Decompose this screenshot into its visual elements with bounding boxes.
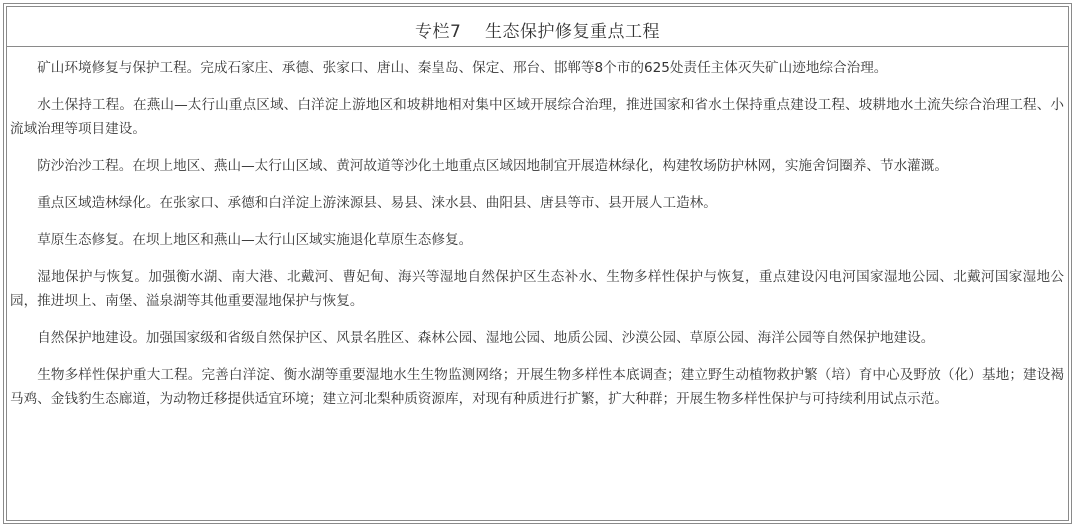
column-inner-frame bbox=[6, 6, 1069, 521]
paragraph-protected-areas: 自然保护地建设。加强国家级和省级自然保护区、风景名胜区、森林公园、湿地公园、地质公园、沙漠公园、草原公园、海洋公园等自然保护地建设。 bbox=[37, 330, 935, 346]
column-content bbox=[7, 47, 1068, 411]
column-box bbox=[3, 3, 1072, 524]
column-title: 专栏7 生态保护修复重点工程 bbox=[415, 21, 660, 42]
paragraph-grassland-restoration: 草原生态修复。在坝上地区和燕山—太行山区域实施退化草原生态修复。 bbox=[37, 232, 473, 248]
title-row bbox=[7, 7, 1068, 47]
paragraph-afforestation: 重点区域造林绿化。在张家口、承德和白洋淀上游涞源县、易县、涞水县、曲阳县、唐县等市、县开展人工造林。 bbox=[37, 195, 717, 211]
paragraph-biodiversity: 生物多样性保护重大工程。完善白洋淀、衡水湖等重要湿地水生生物监测网络；开展生物多样性本底调查；建立野生动植物救护繁（培）育中心及野放（化）基地；建设褐马鸡、金钱豹生态廊道，为动物迁移提供适宜环境；建立河北梨种质资源库，对现有种质进行扩繁，扩大种群；开展生物多样性保护与可持续利用试点示范。 bbox=[10, 367, 1064, 407]
paragraph-wetland-protection: 湿地保护与恢复。加强衡水湖、南大港、北戴河、曹妃甸、海兴等湿地自然保护区生态补水、生物多样性保护与恢复，重点建设闪电河国家湿地公园、北戴河国家湿地公园，推进坝上、南堡、溢泉湖等其他重要湿地保护与恢复。 bbox=[10, 269, 1064, 309]
paragraph-mine-restoration: 矿山环境修复与保护工程。完成石家庄、承德、张家口、唐山、秦皇岛、保定、邢台、邯郸等8个市的625处责任主体灭失矿山迹地综合治理。 bbox=[37, 60, 888, 76]
paragraph-desertification-control: 防沙治沙工程。在坝上地区、燕山—太行山区域、黄河故道等沙化土地重点区域因地制宜开展造林绿化，构建牧场防护林网，实施舍饲圈养、节水灌溉。 bbox=[37, 158, 948, 174]
paragraph-soil-conservation: 水土保持工程。在燕山—太行山重点区域、白洋淀上游地区和坡耕地相对集中区域开展综合治理，推进国家和省水土保持重点建设工程、坡耕地水土流失综合治理工程、小流域治理等项目建设。 bbox=[10, 97, 1064, 137]
